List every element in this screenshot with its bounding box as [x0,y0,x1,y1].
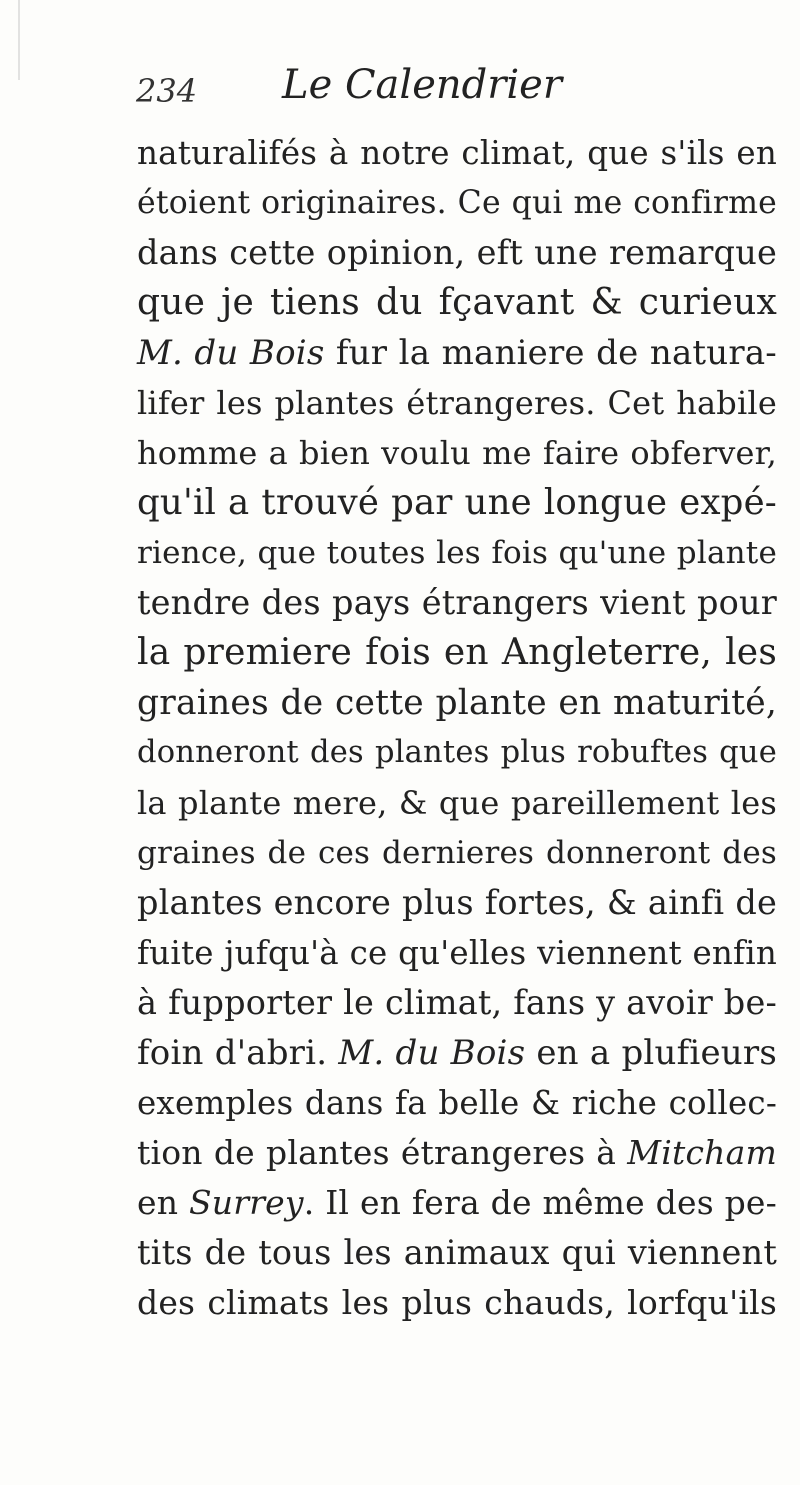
page-header [136,62,736,122]
text-line: la plante mere, & que pareillement les [137,784,777,822]
body-text [137,128,777,1328]
text-line: des climats les plus chauds, lorfqu'ils [137,1283,777,1322]
text-line: qu'il a trouvé par une longue expé- [137,482,777,523]
text-line: graines de ces dernieres donneront des [137,835,777,871]
text-line: dans cette opinion, eft une remarque [137,233,777,272]
page-number: 234 [136,72,198,110]
text-line: en Surrey. Il en fera de même des pe- [137,1183,778,1222]
text-line: tits de tous les animaux qui viennent [137,1233,777,1272]
text-line: exemples dans fa belle & riche collec- [137,1084,777,1122]
text-line: plantes encore plus fortes, & ainfi de [137,883,777,922]
text-line: tendre des pays étrangers vient pour [137,583,777,622]
text-line: étoient originaires. Ce qui me confirme [137,185,777,221]
text-line: M. du Bois fur la maniere de natura- [137,333,777,373]
text-line: tion de plantes étrangeres à Mitcham [137,1133,777,1172]
text-line: donneront des plantes plus robuftes que [137,735,777,770]
text-line: à fupporter le climat, fans y avoir be- [137,983,777,1022]
text-line: naturalifés à notre climat, que s'ils en [137,134,777,172]
running-title: Le Calendrier [282,62,562,108]
text-line: la premiere fois en Angleterre, les [137,632,777,673]
text-line: que je tiens du fçavant & curieux [137,282,777,323]
text-line: foin d'abri. M. du Bois en a plufieurs [137,1033,777,1073]
text-line: lifer les plantes étrangeres. Cet habile [137,384,777,422]
text-line: rience, que toutes les fois qu'une plante [137,535,777,571]
text-line: fuite jufqu'à ce qu'elles viennent enfin [137,934,777,972]
page-edge-shadow [18,0,20,80]
text-line: graines de cette plante en maturité, [137,683,777,723]
text-line: homme a bien voulu me faire obferver, [137,434,777,472]
